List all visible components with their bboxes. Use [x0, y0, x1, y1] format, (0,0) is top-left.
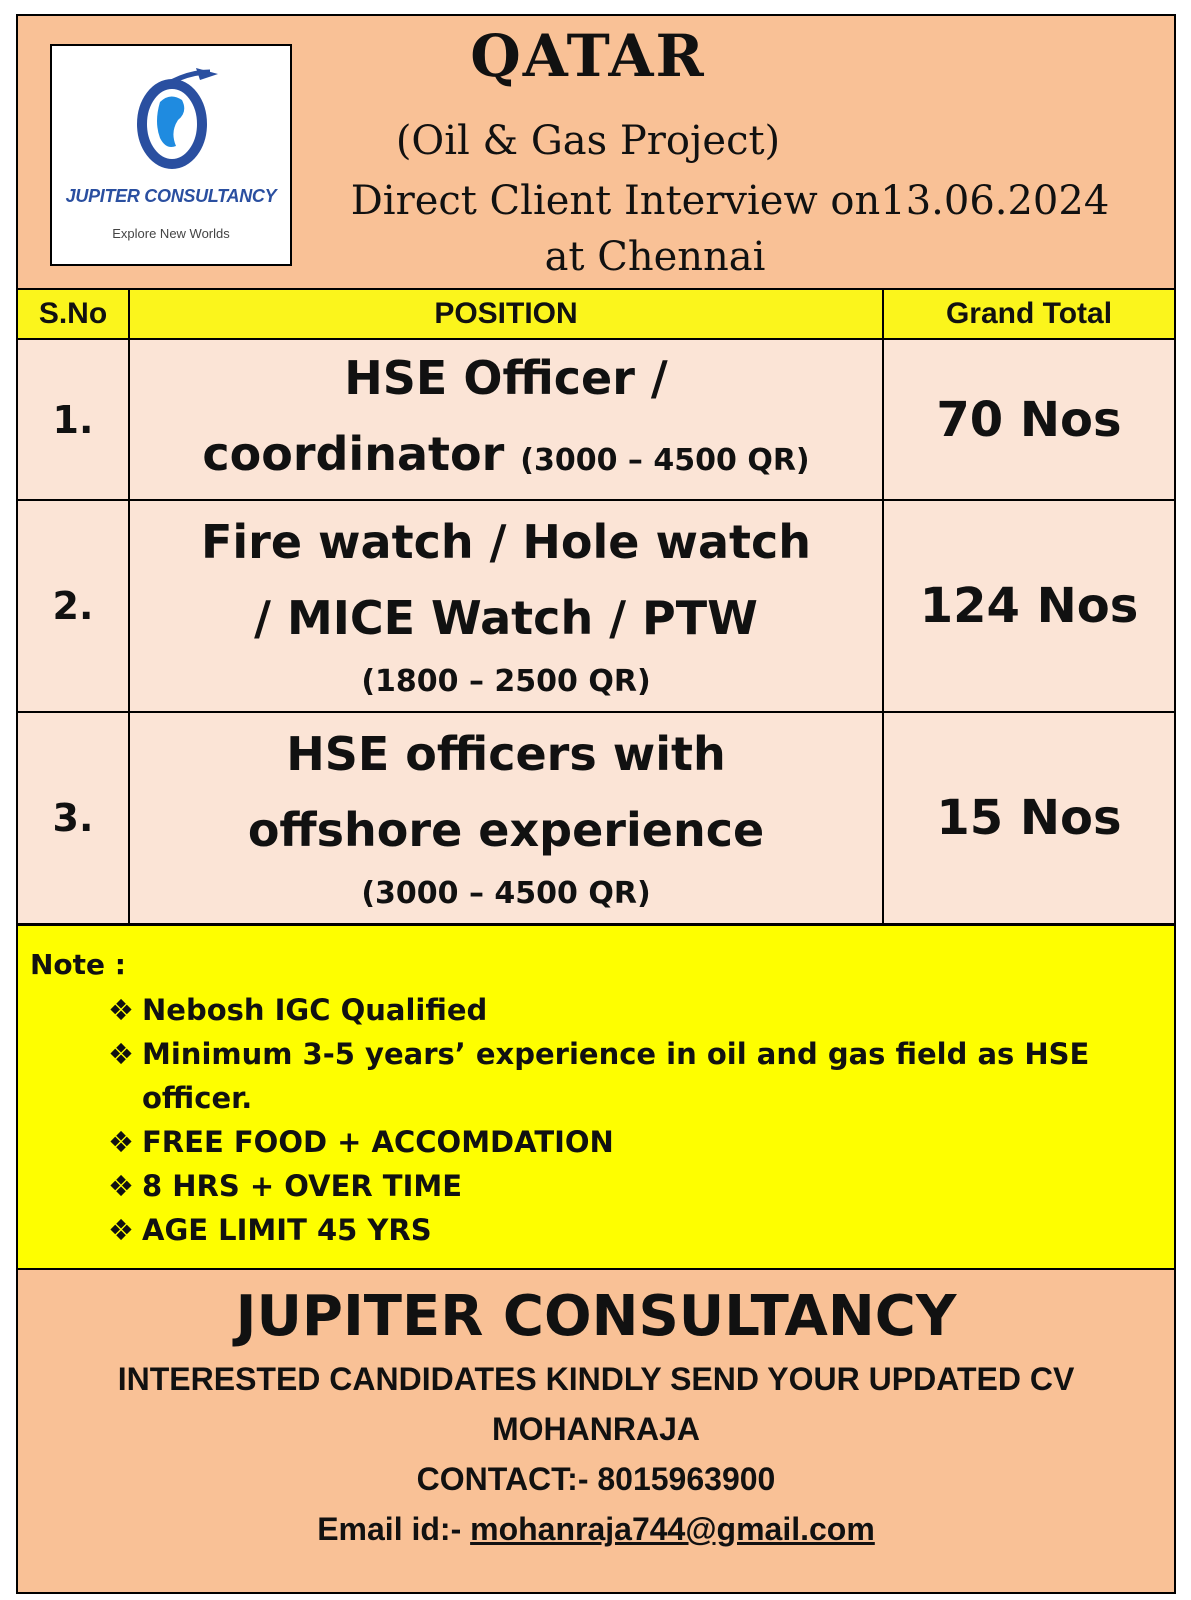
position-salary: (3000 – 4500 QR) [520, 443, 810, 478]
diamond-bullet-icon: ❖ [108, 1213, 134, 1247]
list-item-text: 8 HRS + OVER TIME [142, 1169, 463, 1203]
row-total: 124 Nos [883, 500, 1175, 712]
project-subtitle: (Oil & Gas Project) [395, 118, 781, 164]
requirements-note [16, 924, 1176, 1270]
company-logo [50, 44, 292, 266]
header-position: POSITION [129, 289, 883, 339]
list-item [108, 1032, 1148, 1120]
contact-email-line [18, 1504, 1174, 1554]
requirements-list [108, 988, 1148, 1252]
positions-table [16, 288, 1176, 925]
list-item [108, 1208, 1148, 1252]
email-label: Email id:- [317, 1511, 471, 1547]
position-title-line2: / MICE Watch / PTW [254, 591, 758, 645]
diamond-bullet-icon: ❖ [108, 1037, 134, 1071]
list-item-text: Nebosh IGC Qualified [142, 993, 488, 1027]
position-title-line2: offshore experience [247, 803, 765, 857]
row-position [129, 500, 883, 712]
contact-phone: CONTACT:- 8015963900 [416, 1461, 776, 1497]
interview-location: at Chennai [544, 234, 766, 280]
list-item-text: Minimum 3-5 years’ experience in oil and gas field as HSE officer. [142, 1037, 1090, 1115]
position-title-line2 [130, 416, 882, 499]
table-row [17, 712, 1175, 924]
row-sno: 2. [17, 500, 129, 712]
list-item-text: AGE LIMIT 45 YRS [142, 1213, 432, 1247]
note-label: Note : [30, 948, 126, 981]
position-title: Fire watch / Hole watch [200, 515, 812, 569]
row-sno: 1. [17, 339, 129, 500]
interview-date: Direct Client Interview on13.06.2024 [350, 178, 1110, 224]
list-item [108, 988, 1148, 1032]
globe-plane-icon [130, 62, 220, 180]
footer-cta: INTERESTED CANDIDATES KINDLY SEND YOUR UPDATED CV [117, 1361, 1075, 1397]
header-total: Grand Total [883, 289, 1175, 339]
footer-brand: JUPITER CONSULTANCY [235, 1284, 957, 1349]
diamond-bullet-icon: ❖ [108, 993, 134, 1027]
diamond-bullet-icon: ❖ [108, 1125, 134, 1159]
row-sno: 3. [17, 712, 129, 924]
row-position [129, 712, 883, 924]
table-header-row [17, 289, 1175, 339]
email-link[interactable]: mohanraja744@gmail.com [470, 1511, 875, 1547]
position-title-text: coordinator [202, 427, 505, 481]
table-row [17, 500, 1175, 712]
table-row [17, 339, 1175, 500]
position-title: HSE officers with [286, 727, 726, 781]
logo-tagline: Explore New Worlds [112, 226, 230, 241]
list-item-text: FREE FOOD + ACCOMDATION [142, 1125, 614, 1159]
diamond-bullet-icon: ❖ [108, 1169, 134, 1203]
job-poster [16, 14, 1176, 1594]
contact-footer [18, 1272, 1174, 1554]
header-sno: S.No [17, 289, 129, 339]
list-item [108, 1164, 1148, 1208]
row-total: 70 Nos [883, 339, 1175, 500]
position-salary: (1800 – 2500 QR) [361, 664, 651, 699]
position-title: HSE Officer / [344, 351, 668, 405]
logo-name: JUPITER CONSULTANCY [65, 186, 277, 206]
contact-name: MOHANRAJA [492, 1411, 700, 1447]
page-title: QATAR [470, 22, 706, 90]
row-position [129, 339, 883, 500]
position-salary: (3000 – 4500 QR) [361, 876, 651, 911]
list-item [108, 1120, 1148, 1164]
row-total: 15 Nos [883, 712, 1175, 924]
